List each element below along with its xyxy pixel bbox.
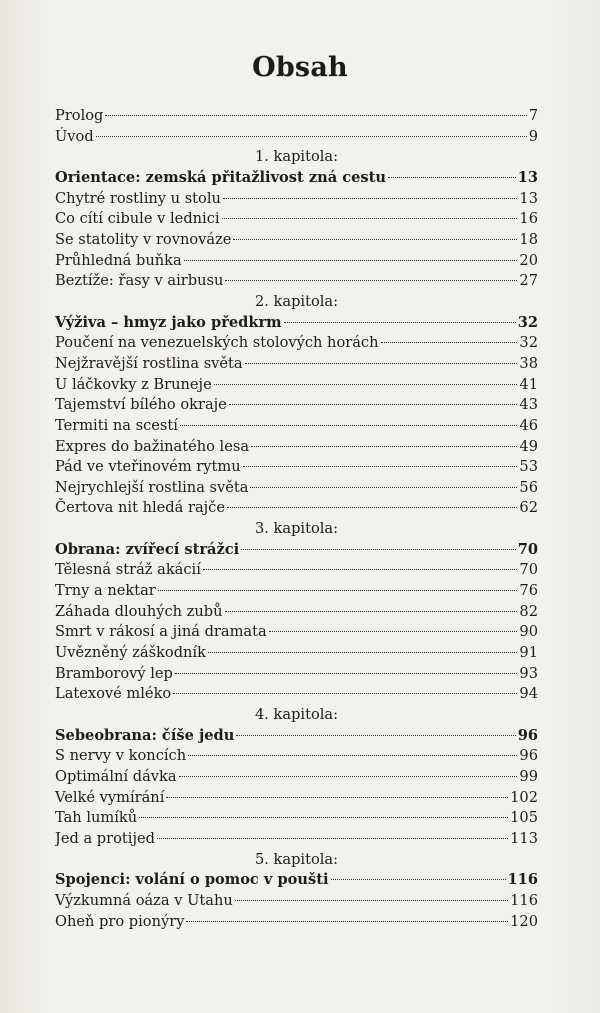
dot-leader xyxy=(222,218,518,219)
toc-page-number: 102 xyxy=(510,788,538,806)
dot-leader xyxy=(186,921,508,922)
chapter-heading: 1. kapitola: xyxy=(254,148,339,166)
toc-page-number: 113 xyxy=(510,829,538,847)
page-title: Obsah xyxy=(252,52,348,83)
toc-page-number: 16 xyxy=(519,210,538,228)
toc-entry xyxy=(55,746,538,767)
table-of-contents xyxy=(55,106,538,932)
toc-page-number: 94 xyxy=(519,685,538,703)
toc-entry xyxy=(55,808,538,829)
toc-entry xyxy=(55,891,538,912)
toc-page-number: 18 xyxy=(519,230,538,248)
toc-entry-title: Bramborový lep xyxy=(55,664,173,682)
toc-entry xyxy=(55,189,538,210)
toc-entry-title: Výzkumná oáza v Utahu xyxy=(55,891,233,909)
toc-entry-title: Pád ve vteřinovém rytmu xyxy=(55,458,241,476)
toc-entry xyxy=(55,457,538,478)
toc-page-number: 56 xyxy=(519,478,538,496)
toc-entry xyxy=(55,106,538,127)
toc-page-number: 9 xyxy=(528,127,538,145)
toc-entry xyxy=(55,788,538,809)
toc-entry-title: Chytré rostliny u stolu xyxy=(55,189,221,207)
toc-entry xyxy=(55,437,538,458)
toc-page-number: 49 xyxy=(519,437,538,455)
toc-entry xyxy=(55,498,538,519)
toc-entry xyxy=(55,395,538,416)
toc-entry-title: Záhada dlouhých zubů xyxy=(55,602,223,620)
dot-leader xyxy=(180,425,517,426)
toc-entry-title: Výživa – hmyz jako předkrm xyxy=(55,313,282,331)
toc-page-number: 7 xyxy=(528,107,538,124)
toc-page-number: 93 xyxy=(519,664,538,682)
dot-leader xyxy=(96,136,527,137)
toc-entry xyxy=(55,271,538,292)
toc-entry-title: Termiti na scestí xyxy=(55,416,178,434)
dot-leader xyxy=(229,404,518,405)
toc-entry xyxy=(55,230,538,251)
toc-entry-title: Oheň pro pionýry xyxy=(55,912,185,930)
chapter-heading: 4. kapitola: xyxy=(254,706,339,724)
toc-page-number: 20 xyxy=(519,251,538,269)
chapter-heading: 2. kapitola: xyxy=(254,292,339,310)
dot-leader xyxy=(188,755,517,756)
dot-leader xyxy=(175,673,518,674)
toc-page-number: 116 xyxy=(507,871,538,889)
toc-entry-title: Tělesná stráž akácií xyxy=(55,561,201,579)
dot-leader xyxy=(388,177,516,178)
toc-entry xyxy=(55,912,538,933)
toc-entry xyxy=(55,375,538,396)
dot-leader xyxy=(223,198,518,199)
toc-entry-title: Nejžravější rostlina světa xyxy=(55,354,243,372)
toc-page-number: 76 xyxy=(519,582,538,600)
dot-leader xyxy=(157,838,508,839)
toc-page-number: 53 xyxy=(519,458,538,476)
toc-entry-title: Úvod xyxy=(55,127,94,145)
toc-page-number: 90 xyxy=(519,623,538,641)
toc-entry-title: Jed a protijed xyxy=(55,829,155,847)
toc-page-number: 96 xyxy=(519,747,538,765)
toc-page-number: 96 xyxy=(517,726,538,744)
toc-page-number: 70 xyxy=(517,540,538,558)
toc-entry xyxy=(55,581,538,602)
toc-section-entry xyxy=(55,168,538,189)
toc-entry-title: S nervy v koncích xyxy=(55,747,187,765)
toc-entry-title: Poučení na venezuelských stolových horách xyxy=(55,334,379,352)
chapter-heading: 5. kapitola: xyxy=(254,850,339,868)
toc-entry-title: Čertova nit hledá rajče xyxy=(55,499,225,517)
toc-entry xyxy=(55,251,538,272)
toc-entry-title: Obrana: zvířecí strážci xyxy=(55,540,240,558)
toc-entry xyxy=(55,209,538,230)
toc-page-number: 105 xyxy=(510,809,538,827)
toc-entry-title: Nejrychlejší rostlina světa xyxy=(55,478,249,496)
dot-leader xyxy=(166,797,508,798)
toc-page-number: 46 xyxy=(519,416,538,434)
toc-entry xyxy=(55,478,538,499)
dot-leader xyxy=(243,466,518,467)
toc-page-number: 13 xyxy=(519,189,538,207)
dot-leader xyxy=(105,115,526,116)
toc-entry xyxy=(55,333,538,354)
dot-leader xyxy=(225,611,518,612)
dot-leader xyxy=(173,693,517,694)
toc-entry xyxy=(55,664,538,685)
toc-page-number: 116 xyxy=(510,891,538,909)
toc-entry-title: Prolog xyxy=(55,107,104,124)
toc-entry-title: Velké vymírání xyxy=(55,788,165,806)
chapter-heading: 3. kapitola: xyxy=(254,520,339,538)
toc-entry xyxy=(55,416,538,437)
toc-entry xyxy=(55,622,538,643)
toc-entry-title: Uvězněný záškodník xyxy=(55,644,206,662)
dot-leader xyxy=(250,487,517,488)
toc-entry-title: Smrt v rákosí a jiná dramata xyxy=(55,623,267,641)
toc-page-number: 91 xyxy=(519,644,538,662)
dot-leader xyxy=(203,569,518,570)
dot-leader xyxy=(214,384,518,385)
toc-section-entry xyxy=(55,726,538,747)
dot-leader xyxy=(251,446,517,447)
dot-leader xyxy=(179,776,518,777)
toc-entry-title: Průhledná buňka xyxy=(55,251,182,269)
dot-leader xyxy=(184,260,518,261)
dot-leader xyxy=(235,900,508,901)
dot-leader xyxy=(139,817,508,818)
toc-entry-title: Co cítí cibule v lednici xyxy=(55,210,220,228)
toc-page-number: 120 xyxy=(510,912,538,930)
toc-entry-title: Trny a nektar xyxy=(55,582,156,600)
toc-entry xyxy=(55,127,538,148)
toc-page-number: 70 xyxy=(519,561,538,579)
toc-section-entry xyxy=(55,313,538,334)
toc-section-entry xyxy=(55,870,538,891)
toc-page-number: 41 xyxy=(519,375,538,393)
toc-entry xyxy=(55,684,538,705)
dot-leader xyxy=(158,590,518,591)
toc-page-number: 99 xyxy=(519,768,538,785)
toc-entry-title: Tajemství bílého okraje xyxy=(55,396,227,414)
toc-entry-title: Beztíže: řasy v airbusu xyxy=(55,272,224,290)
dot-leader xyxy=(233,239,517,240)
toc-entry xyxy=(55,767,538,788)
dot-leader xyxy=(245,363,518,364)
dot-leader xyxy=(208,652,517,653)
toc-entry-title: Sebeobrana: číše jedu xyxy=(55,726,235,744)
toc-page-number: 43 xyxy=(519,396,538,414)
toc-page-number: 32 xyxy=(517,313,538,331)
toc-entry-title: Latexové mléko xyxy=(55,685,172,703)
toc-entry-title: Expres do bažinatého lesa xyxy=(55,437,250,455)
toc-entry-title: Spojenci: volání o pomoc v poušti xyxy=(55,871,329,889)
dot-leader xyxy=(236,735,515,736)
toc-page-number: 32 xyxy=(519,334,538,352)
toc-page-number: 27 xyxy=(519,272,538,290)
dot-leader xyxy=(284,322,516,323)
dot-leader xyxy=(269,631,518,632)
toc-entry-title: Optimální dávka xyxy=(55,768,177,785)
toc-entry xyxy=(55,643,538,664)
toc-page-number: 62 xyxy=(519,499,538,517)
toc-entry-title: Se statolity v rovnováze xyxy=(55,230,232,248)
toc-entry xyxy=(55,829,538,850)
toc-page-number: 13 xyxy=(517,168,538,186)
toc-page-number: 38 xyxy=(519,354,538,372)
toc-entry xyxy=(55,354,538,375)
dot-leader xyxy=(225,280,517,281)
dot-leader xyxy=(381,342,518,343)
toc-entry-title: Orientace: zemská přitažlivost zná cestu xyxy=(55,168,386,186)
toc-page-number: 82 xyxy=(519,602,538,620)
dot-leader xyxy=(331,879,506,880)
toc-entry-title: U láčkovky z Bruneje xyxy=(55,375,212,393)
toc-entry-title: Tah lumíků xyxy=(55,809,138,827)
dot-leader xyxy=(241,549,515,550)
dot-leader xyxy=(227,507,517,508)
toc-section-entry xyxy=(55,540,538,561)
toc-entry xyxy=(55,560,538,581)
toc-entry xyxy=(55,602,538,623)
